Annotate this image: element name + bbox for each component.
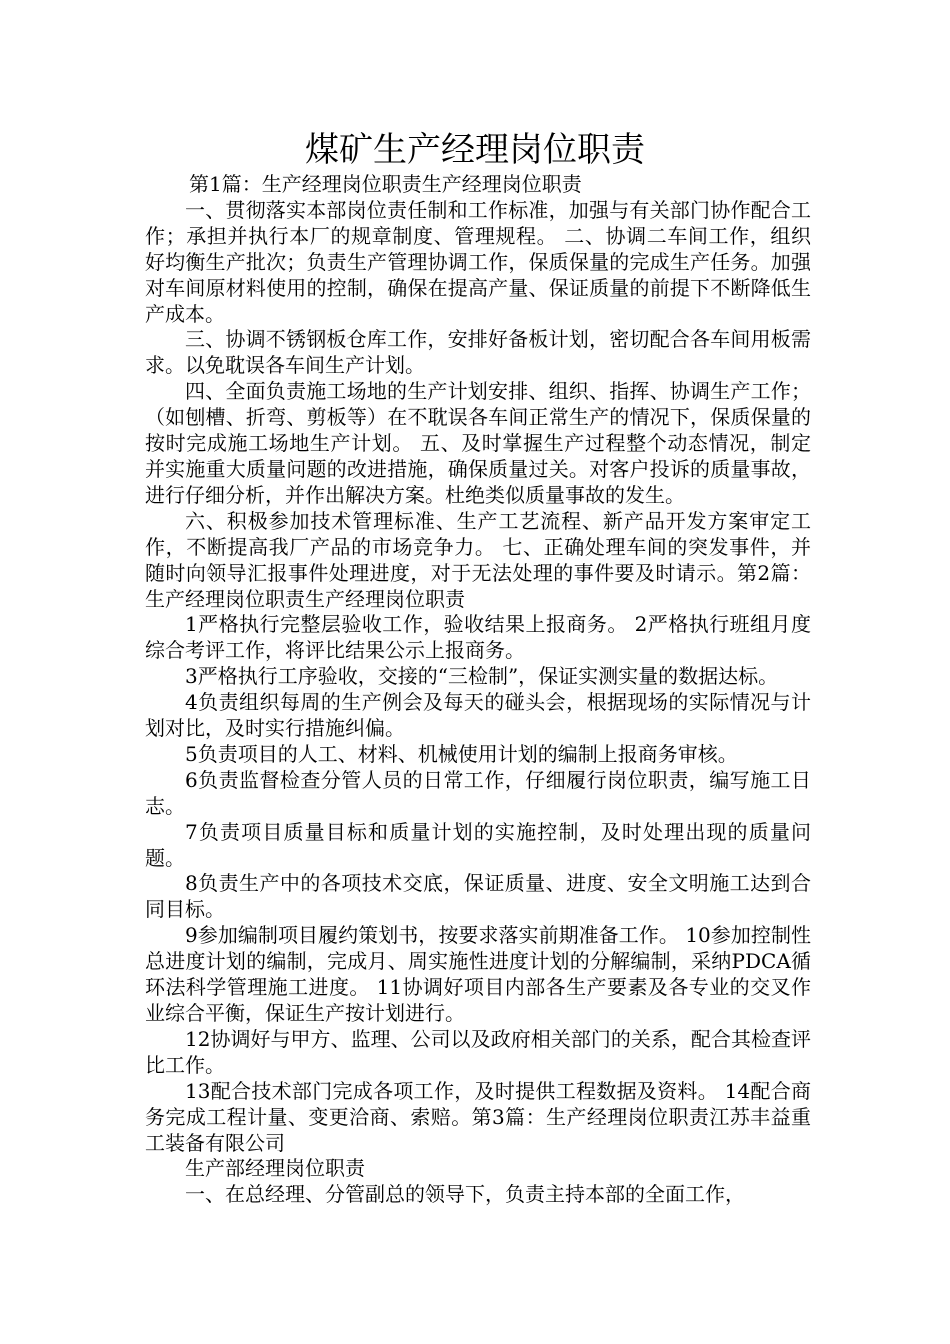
paragraph: 5负责项目的人工、材料、机械使用计划的编制上报商务审核。 [185, 741, 738, 766]
document-title: 煤矿生产经理岗位职责 [305, 130, 645, 170]
section-3-subheading: 生产部经理岗位职责 [185, 1156, 365, 1181]
paragraph: 四、全面负责施工场地的生产计划安排、组织、指挥、协调生产工作；（如刨槽、折弯、剪板等）在不耽误各车间正常生产的情况下，保质保量的按时完成施工场地生产计划。 五、及时掌握生产过程整个动态情况，制定并实施重大质量问题的改进措施，确保质量过关。对客户投诉的质量事故，进行仔细分析，并作出解决方案。杜绝类似质量事故的发生。 [145, 379, 811, 507]
paragraph: 一、在总经理、分管副总的领导下，负责主持本部的全面工作， [185, 1182, 745, 1207]
paragraph: 一、贯彻落实本部岗位责任制和工作标准，加强与有关部门协作配合工作；承担并执行本厂的规章制度、管理规程。 二、协调二车间工作，组织好均衡生产批次；负责生产管理协调工作，保质保量的完成生产任务。加强对车间原材料使用的控制，确保在提高产量、保证质量的前提下不断降低生产成本。 [145, 197, 811, 326]
paragraph: 六、积极参加技术管理标准、生产工艺流程、新产品开发方案审定工作，不断提高我厂产品的市场竞争力。 七、正确处理车间的突发事件，并随时向领导汇报事件处理进度，对于无法处理的事件要及时请示。第2篇：生产经理岗位职责生产经理岗位职责 [145, 508, 811, 611]
paragraph: 8负责生产中的各项技术交底，保证质量、进度、安全文明施工达到合同目标。 [145, 871, 811, 922]
paragraph: 7负责项目质量目标和质量计划的实施控制，及时处理出现的质量问题。 [145, 819, 811, 870]
paragraph: 3严格执行工序验收，交接的“三检制”，保证实测实量的数据达标。 [185, 664, 779, 689]
paragraph: 9参加编制项目履约策划书，按要求落实前期准备工作。 10参加控制性总进度计划的编制，完成月、周实施性进度计划的分解编制，采纳PDCA循环法科学管理施工进度。 11协调好项目内部各生产要素及各专业的交叉作业综合平衡，保证生产按计划进行。 [145, 923, 811, 1025]
document-body [145, 172, 811, 1208]
section-1-heading: 第1篇：生产经理岗位职责生产经理岗位职责 [189, 172, 582, 196]
paragraph: 1严格执行完整层验收工作，验收结果上报商务。 2严格执行班组月度综合考评工作，将评比结果公示上报商务。 [145, 612, 811, 663]
paragraph: 12协调好与甲方、监理、公司以及政府相关部门的关系，配合其检查评比工作。 [145, 1026, 811, 1077]
paragraph: 三、协调不锈钢板仓库工作，安排好备板计划，密切配合各车间用板需求。以免耽误各车间生产计划。 [145, 327, 811, 378]
paragraph: 4负责组织每周的生产例会及每天的碰头会，根据现场的实际情况与计划对比，及时实行措施纠偏。 [145, 690, 811, 741]
paragraph: 13配合技术部门完成各项工作，及时提供工程数据及资料。 14配合商务完成工程计量、变更洽商、索赔。第3篇：生产经理岗位职责江苏丰益重工装备有限公司 [145, 1078, 811, 1155]
paragraph: 6负责监督检查分管人员的日常工作，仔细履行岗位职责，编写施工日志。 [145, 767, 811, 818]
